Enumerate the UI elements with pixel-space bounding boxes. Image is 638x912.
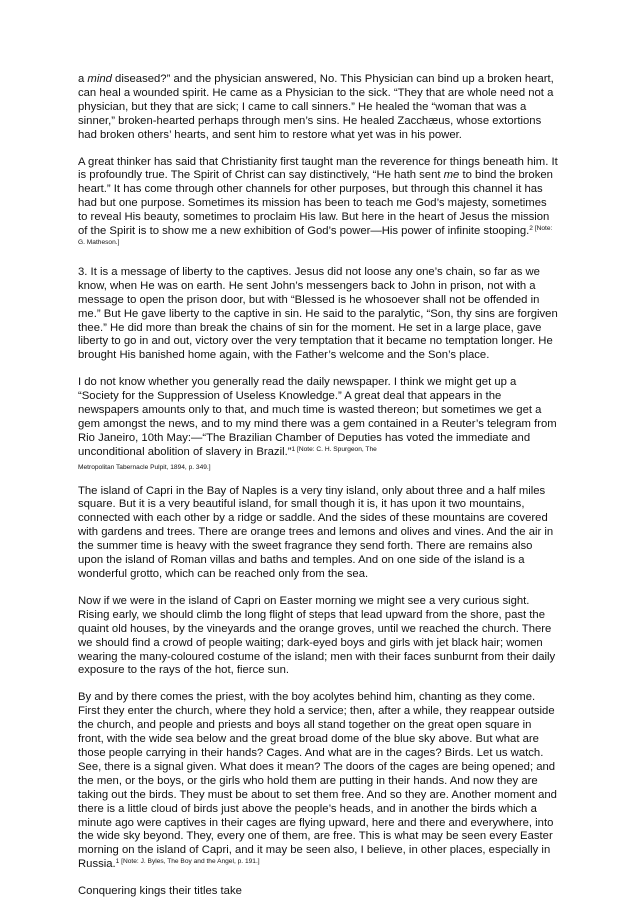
paragraph-easter-morning: Now if we were in the island of Capri on Easter morning we might see a very curious sight. Rising early, we should climb the long flight of steps that lead upward from the shore, past the quaint old houses, by the vineyards and the orange groves, until we reached the church. There we should find a crowd of people waiting; dark-eyed boys and girls with jet black hair; women wearing the many-coloured costume of the island; men with their faces sunburnt from their daily exposure to the rays of the hot, fierce sun. bbox=[78, 594, 556, 677]
paragraph-physician bbox=[78, 73, 558, 143]
text-run: I do not know whether you generally read the daily newspaper. I think we might get up a “Society for the Suppression of Useless Knowledge.” A great deal that appears in the newspapers amounts only to that, and much time is wasted thereon; but sometimes we get a gem amongst the news, and to my mind there was a gem contained in a Reuter’s telegram from Rio Janeiro, 10th May:—“The Brazilian Chamber of Deputies has voted the immediate and unconditional abolition of slavery in Brazil.” bbox=[78, 376, 557, 458]
document-page bbox=[78, 73, 558, 912]
paragraph-liberty-captives: 3. It is a message of liberty to the captives. Jesus did not loose any one’s chain, so far as we know, when He was on earth. He sent John’s messengers back to John in prison, not with a message to open the prison door, but with “Blessed is he whosoever shall not be offended in me.” But He gave liberty to the captive in sin. He said to the paralytic, “Son, thy sins are forgiven thee.” He did more than break the chains of sin for the moment. He set in a large place, gave liberty to go in and out, victory over the very temptation that it became no temptation longer. He brought His banished home again, with the Father’s welcome and the Son’s place. bbox=[78, 265, 558, 362]
paragraph-great-thinker bbox=[78, 156, 558, 253]
text-run: By and by there comes the priest, with the boy acolytes behind him, chanting as they come. First they enter the church, where they hold a service; then, after a while, they reappear outside the church, and people and priests and boys all stand together on the great open square in front, with the wide sea below and the great broad dome of the blue sky above. But what are those people carrying in their hands? Cages. And what are in the cages? Birds. Let us watch. See, there is a signal given. What does it mean? The doors of the cages are being opened; and the men, or the boys, or the girls who hold them are putting in their hands. And now they are taking out the birds. They must be about to set them free. And so they are. Another moment and there is a little cloud of birds just above the people’s heads, and in another the birds which a minute ago were captives in their cages are flying upward, here and there and everywhere, into the wide sky beyond. They, every one of them, are free. This is what may be seen every Easter morning on the island of Capri, and it may be seen also, I believe, in other places, especially in Russia. bbox=[78, 691, 557, 871]
text-run: diseased?” and the physician answered, No. This Physician can bind up a broken heart, can heal a wounded spirit. He came as a Physician to the sick. “They that are whole need not a physician, but they that are sick; I came to call sinners.” He healed the “woman that was a sinner,” broken-hearted perhaps through men’s sins. He healed Zacchæus, whose extortions had broken others’ hearts, and sent him to restore what yet was in his power. bbox=[78, 73, 554, 141]
text-run: a bbox=[78, 73, 88, 85]
footnote-continuation: Metropolitan Tabernacle Pulpit, 1894, p. 349.] bbox=[78, 463, 211, 471]
paragraph-newspaper bbox=[78, 376, 558, 474]
emphasis-text: mind bbox=[87, 73, 112, 85]
footnote-marker: 1 [Note: J. Byles, The Boy and the Angel, p. 191.] bbox=[115, 858, 260, 866]
footnote-marker: 1 [Note: C. H. Spurgeon, The bbox=[291, 445, 377, 453]
text-run: to bind the broken heart.” It has come through other channels for other purposes, but through this channel it has had but one purpose. Sometimes its mission has been to teach me God’s majesty, sometimes to reveal His beauty, sometimes to proclaim His law. But here in the heart of Jesus the mission of the Spirit is to show me a new exhibition of God’s power—His power of infinite stooping. bbox=[78, 169, 553, 238]
paragraph-conquering-kings: Conquering kings their titles take bbox=[78, 885, 242, 898]
paragraph-priest-birds bbox=[78, 691, 558, 872]
text-run: A great thinker has said that Christianity first taught man the reverence for things beneath him. It is profoundly true. The Spirit of Christ can say distinctively, “He hath sent bbox=[78, 155, 558, 182]
footnote-marker: 2 [Note: G. Matheson.] bbox=[78, 225, 553, 246]
paragraph-capri-island: The island of Capri in the Bay of Naples is a very tiny island, only about three and a half miles square. But it is a very beautiful island, for small though it is, it has upon it two mountains, connected with each other by a ridge or saddle. And the sides of these mountains are covered with gardens and trees. There are orange trees and lemons and olives and vines. And the air in the summer time is heavy with the sweet fragrance they send forth. There are remains also upon the island of Roman villas and baths and temples. And on one side of the island is a wonderful grotto, which can be reached only from the sea. bbox=[78, 484, 554, 580]
emphasis-text: me bbox=[443, 169, 460, 182]
